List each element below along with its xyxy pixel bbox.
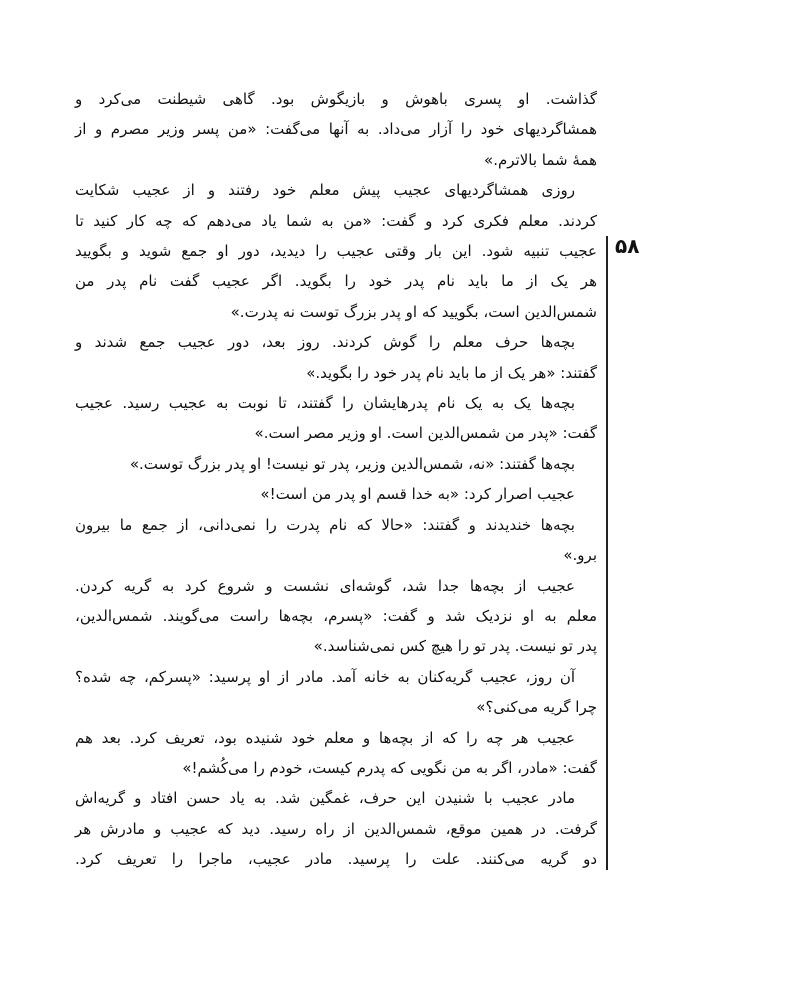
- text-line: کردند. معلم فکری کرد و گفت: «من به شما یاد می‌دهم که چه کار کنید تا: [75, 211, 597, 230]
- page-number: ۵۸: [615, 234, 640, 258]
- text-line: عجیب از بچه‌ها جدا شد، گوشه‌ای نشست و شروع کرد به گریه کردن.: [75, 576, 575, 595]
- text-line: گفت: «پدر من شمس‌الدین است. او وزیر مصر است.»: [254, 424, 597, 443]
- text-line: بچه‌ها حرف معلم را گوش کردند. روز بعد، دور عجیب جمع شدند و: [75, 333, 575, 352]
- text-line: همهٔ شما بالاترم.»: [484, 150, 597, 169]
- text-line: بچه‌ها خندیدند و گفتند: «حالا که نام پدرت را نمی‌دانی، از جمع ما بیرون: [75, 515, 575, 534]
- text-line: گرفت. در همین موقع، شمس‌الدین از راه رسید. دید که عجیب و مادرش هر: [75, 819, 597, 838]
- margin-rule: [606, 236, 608, 870]
- text-line: گذاشت. او پسری باهوش و بازیگوش بود. گاهی شیطنت می‌کرد و: [75, 90, 597, 108]
- text-line: آن روز، عجیب گریه‌کنان به خانه آمد. مادر از او پرسید: «پسرکم، چه شده؟: [75, 667, 575, 686]
- text-line: بچه‌ها گفتند: «نه، شمس‌الدین وزیر، پدر تو نیست! او پدر بزرگ توست.»: [129, 454, 575, 473]
- text-line: عجیب تنبیه شود. این بار وقتی عجیب را دیدید، دور او جمع شوید و بگویید: [75, 242, 597, 261]
- text-line: روزی همشاگردیهای عجیب پیش معلم خود رفتند و از عجیب شکایت: [75, 181, 575, 200]
- text-line: عجیب اصرار کرد: «به خدا قسم او پدر من است!»: [260, 485, 575, 504]
- text-line: هر یک از ما باید نام پدر خود را بگوید. اگر عجیب گفت نام پدر من: [75, 272, 597, 291]
- text-line: مادر عجیب با شنیدن این حرف، غمگین شد. به یاد حسن افتاد و گریه‌اش: [75, 789, 575, 808]
- body-text: [75, 84, 597, 875]
- text-line: چرا گریه می‌کنی؟»: [476, 698, 597, 717]
- text-line: دو گریه می‌کنند. علت را پرسید. مادر عجیب، ماجرا را تعریف کرد.: [75, 850, 597, 869]
- text-line: عجیب هر چه را که از بچه‌ها و معلم خود شنیده بود، تعریف کرد. بعد هم: [75, 728, 575, 747]
- text-line: بچه‌ها یک به یک نام پدرهایشان را گفتند، تا نوبت به عجیب رسید. عجیب: [75, 394, 575, 413]
- text-line: برو.»: [563, 546, 597, 565]
- text-line: گفتند: «هر یک از ما باید نام پدر خود را بگوید.»: [306, 363, 597, 382]
- text-line: همشاگردیهای خود را آزار می‌داد. به آنها می‌گفت: «من پسر وزیر مصرم و از: [75, 120, 597, 139]
- text-line: پدر تو نیست. پدر تو را هیچ کس نمی‌شناسد.»: [313, 637, 597, 656]
- text-line: گفت: «مادر، اگر به من نگویی که پدرم کیست، خودم را می‌کُشم!»: [182, 758, 597, 777]
- text-line: معلم به او نزدیک شد و گفت: «پسرم، بچه‌ها راست می‌گویند. شمس‌الدین،: [75, 606, 597, 625]
- text-line: شمس‌الدین است، بگویید که او پدر بزرگ توست نه پدرت.»: [230, 302, 597, 321]
